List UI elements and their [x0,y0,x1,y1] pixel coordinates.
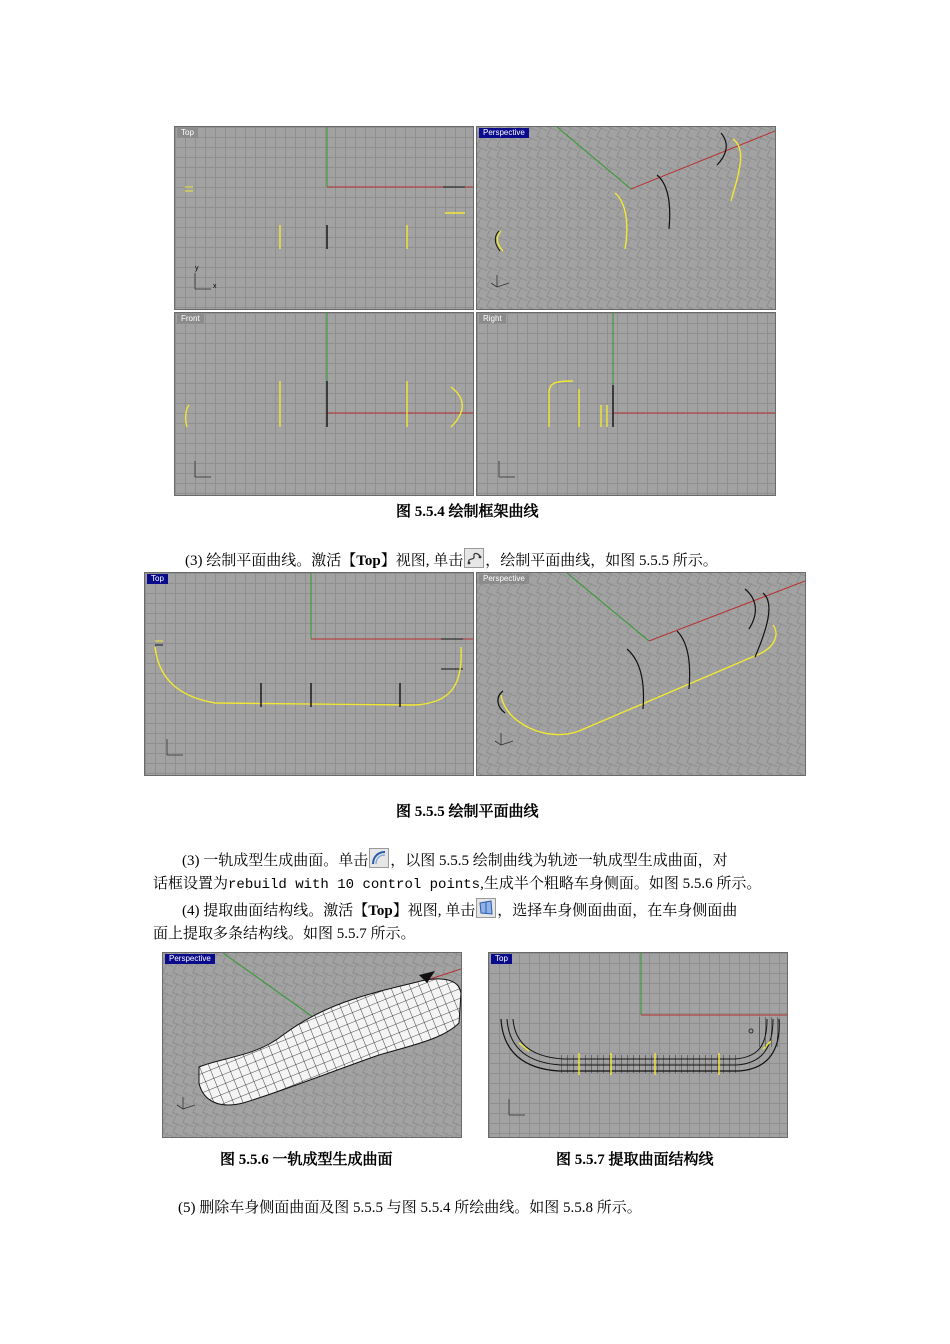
viewport-label-top-555: Top [147,574,168,584]
step3-sweep-line1 [182,848,728,873]
axis-x-label: x [213,283,217,290]
figure-557-caption: 图 5.5.7 提取曲面结构线 [556,1152,714,1168]
step3-plane-middle: 】视图, 单击 [380,553,464,569]
right-view-drawing [477,313,775,495]
viewport-label-right: Right [479,314,506,324]
top-view-drawing [175,127,473,309]
viewport-perspective-556[interactable] [162,952,462,1138]
isocurves-drawing [489,953,787,1137]
viewport-perspective-555[interactable] [476,572,806,776]
extract-isocurve-icon[interactable] [476,898,496,918]
viewport-front[interactable] [174,312,474,496]
figure-554-caption: 图 5.5.4 绘制框架曲线 [396,504,539,520]
axis-y-label: y [195,265,199,272]
step3-sweep-line2-mono: rebuild with 10 control points [228,877,481,893]
curve-tool-icon[interactable] [464,548,484,568]
step4-line1-suffix: ，选择车身侧面曲面，在车身侧面曲 [497,903,738,919]
step3-sweep-line2 [153,872,761,897]
step3-sweep-line2-suffix: ,生成半个粗略车身侧面。如图 5.5.6 所示。 [480,876,762,892]
top-view-plane-curve [145,573,473,775]
perspective-plane-curve [477,573,805,775]
step3-sweep-line2-prefix: 话框设置为 [153,876,229,892]
viewport-label-top: Top [177,128,198,138]
viewport-label-perspective-555: Perspective [479,574,529,584]
viewport-top-557[interactable] [488,952,788,1138]
step4-line1-bold: Top [368,903,393,919]
viewport-label-perspective-556: Perspective [165,954,215,964]
sweep1-icon[interactable] [369,848,389,868]
step3-plane-paragraph [185,548,718,573]
viewport-right[interactable] [476,312,776,496]
step5-paragraph: (5) 删除车身侧面曲面及图 5.5.5 与图 5.5.4 所绘曲线。如图 5.5.8 所示。 [178,1200,642,1216]
step4-line1-prefix: (4) 提取曲面结构线。激活【 [182,903,369,919]
step3-plane-bold: Top [356,553,381,569]
viewport-top-555[interactable] [144,572,474,776]
viewport-label-perspective: Perspective [479,128,529,138]
step4-line1-middle: 】视图, 单击 [392,903,476,919]
step3-sweep-line1-suffix: ，以图 5.5.5 绘制曲线为轨迹一轨成型生成曲面，对 [390,853,728,869]
step3-sweep-line1-prefix: (3) 一轨成型生成曲面。单击 [182,853,369,869]
figure-555-caption: 图 5.5.5 绘制平面曲线 [396,804,539,820]
step3-plane-prefix: (3) 绘制平面曲线。激活【 [185,553,357,569]
viewport-perspective[interactable] [476,126,776,310]
perspective-view-drawing [477,127,775,309]
figure-556-caption: 图 5.5.6 一轨成型生成曲面 [220,1152,393,1168]
step3-plane-suffix: ，绘制平面曲线，如图 5.5.5 所示。 [485,553,718,569]
viewport-top[interactable] [174,126,474,310]
viewport-label-front: Front [177,314,204,324]
sweep-surface-drawing [163,953,461,1137]
step4-line1 [182,898,737,923]
front-view-drawing [175,313,473,495]
viewport-label-top-557: Top [491,954,512,964]
step4-line2: 面上提取多条结构线。如图 5.5.7 所示。 [153,926,416,942]
